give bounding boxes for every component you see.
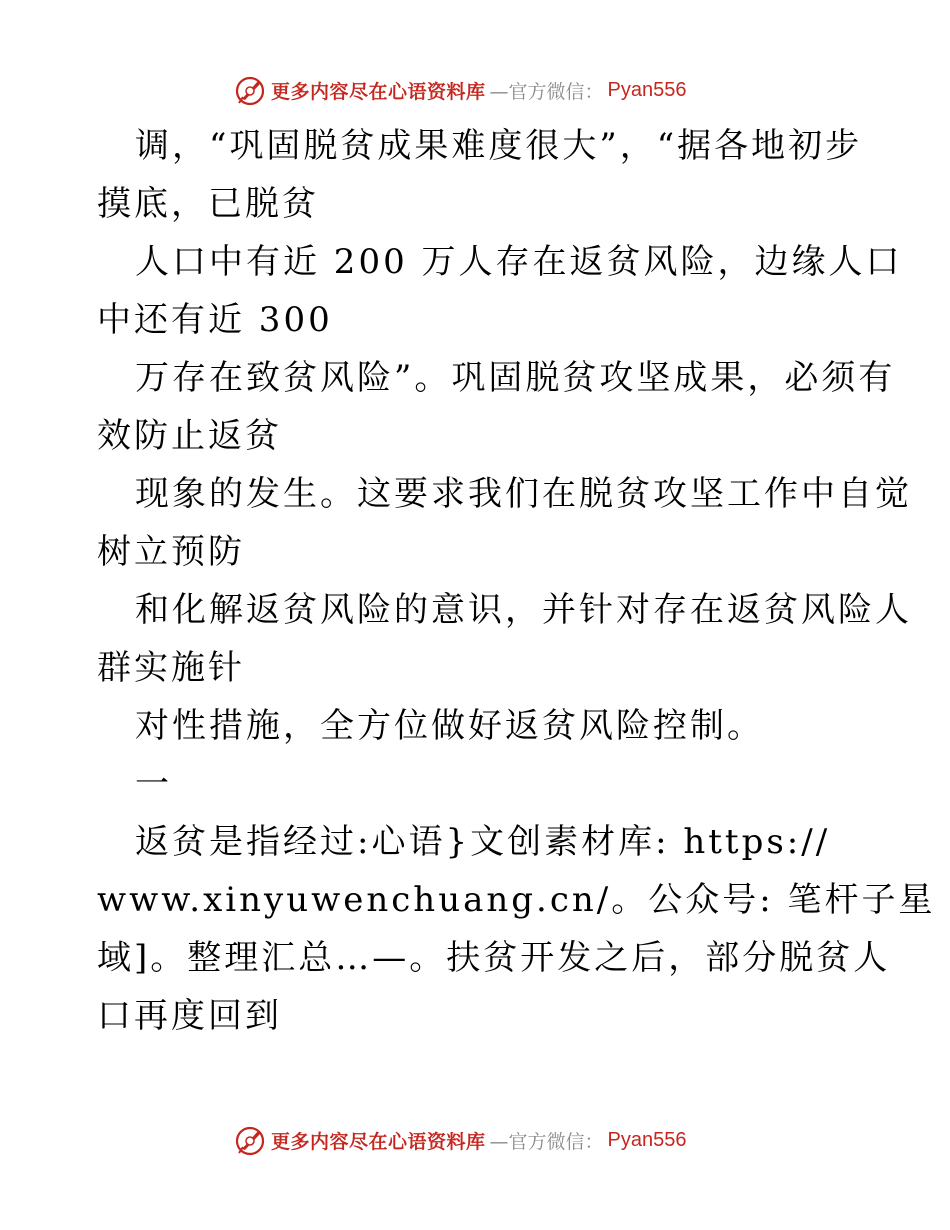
footer-wechat-label: —官方微信：: [489, 1130, 604, 1153]
body-text-line: 调，“巩固脱贫成果难度很大”，“据各地初步: [135, 126, 863, 166]
footer-banner: [233, 1122, 687, 1158]
header-banner: [233, 72, 687, 108]
header-wechat-label: —官方微信：: [489, 80, 604, 103]
body-text-line: 人口中有近 200 万人存在返贫风险，边缘人口: [135, 242, 903, 282]
body-text-line: 摸底，已脱贫: [97, 184, 319, 224]
body-text-line: 对性措施，全方位做好返贫风险控制。: [135, 706, 764, 746]
header-brand-text: 更多内容尽在心语资料库: [271, 80, 486, 103]
document-body: [97, 117, 936, 1045]
body-text-line: 中还有近 300: [97, 300, 333, 340]
quill-pen-logo-icon: [233, 73, 267, 107]
body-text-line: 现象的发生。这要求我们在脱贫攻坚工作中自觉: [135, 474, 912, 514]
footer-brand-text: 更多内容尽在心语资料库: [271, 1130, 486, 1153]
body-text-line: 域]。整理汇总…—。扶贫开发之后，部分脱贫人: [97, 938, 891, 978]
body-text-line: 万存在致贫风险”。巩固脱贫攻坚成果，必须有: [135, 358, 896, 398]
body-text-line: 效防止返贫: [97, 416, 282, 456]
body-text-line: 和化解返贫风险的意识，并针对存在返贫风险人: [135, 590, 912, 630]
body-text-line: 返贫是指经过:心语}文创素材库: https://: [135, 822, 831, 862]
body-text-line: 群实施针: [97, 648, 245, 688]
footer-wechat-account: Pyan556: [607, 1128, 687, 1151]
body-text-line: www.xinyuwenchuang.cn/。公众号: 笔杆子星: [97, 880, 936, 920]
body-text-line: 口再度回到: [97, 996, 282, 1036]
body-text-line: 一: [135, 764, 172, 804]
quill-pen-logo-icon: [233, 1123, 267, 1157]
body-text-line: 树立预防: [97, 532, 245, 572]
header-wechat-account: Pyan556: [607, 78, 687, 101]
